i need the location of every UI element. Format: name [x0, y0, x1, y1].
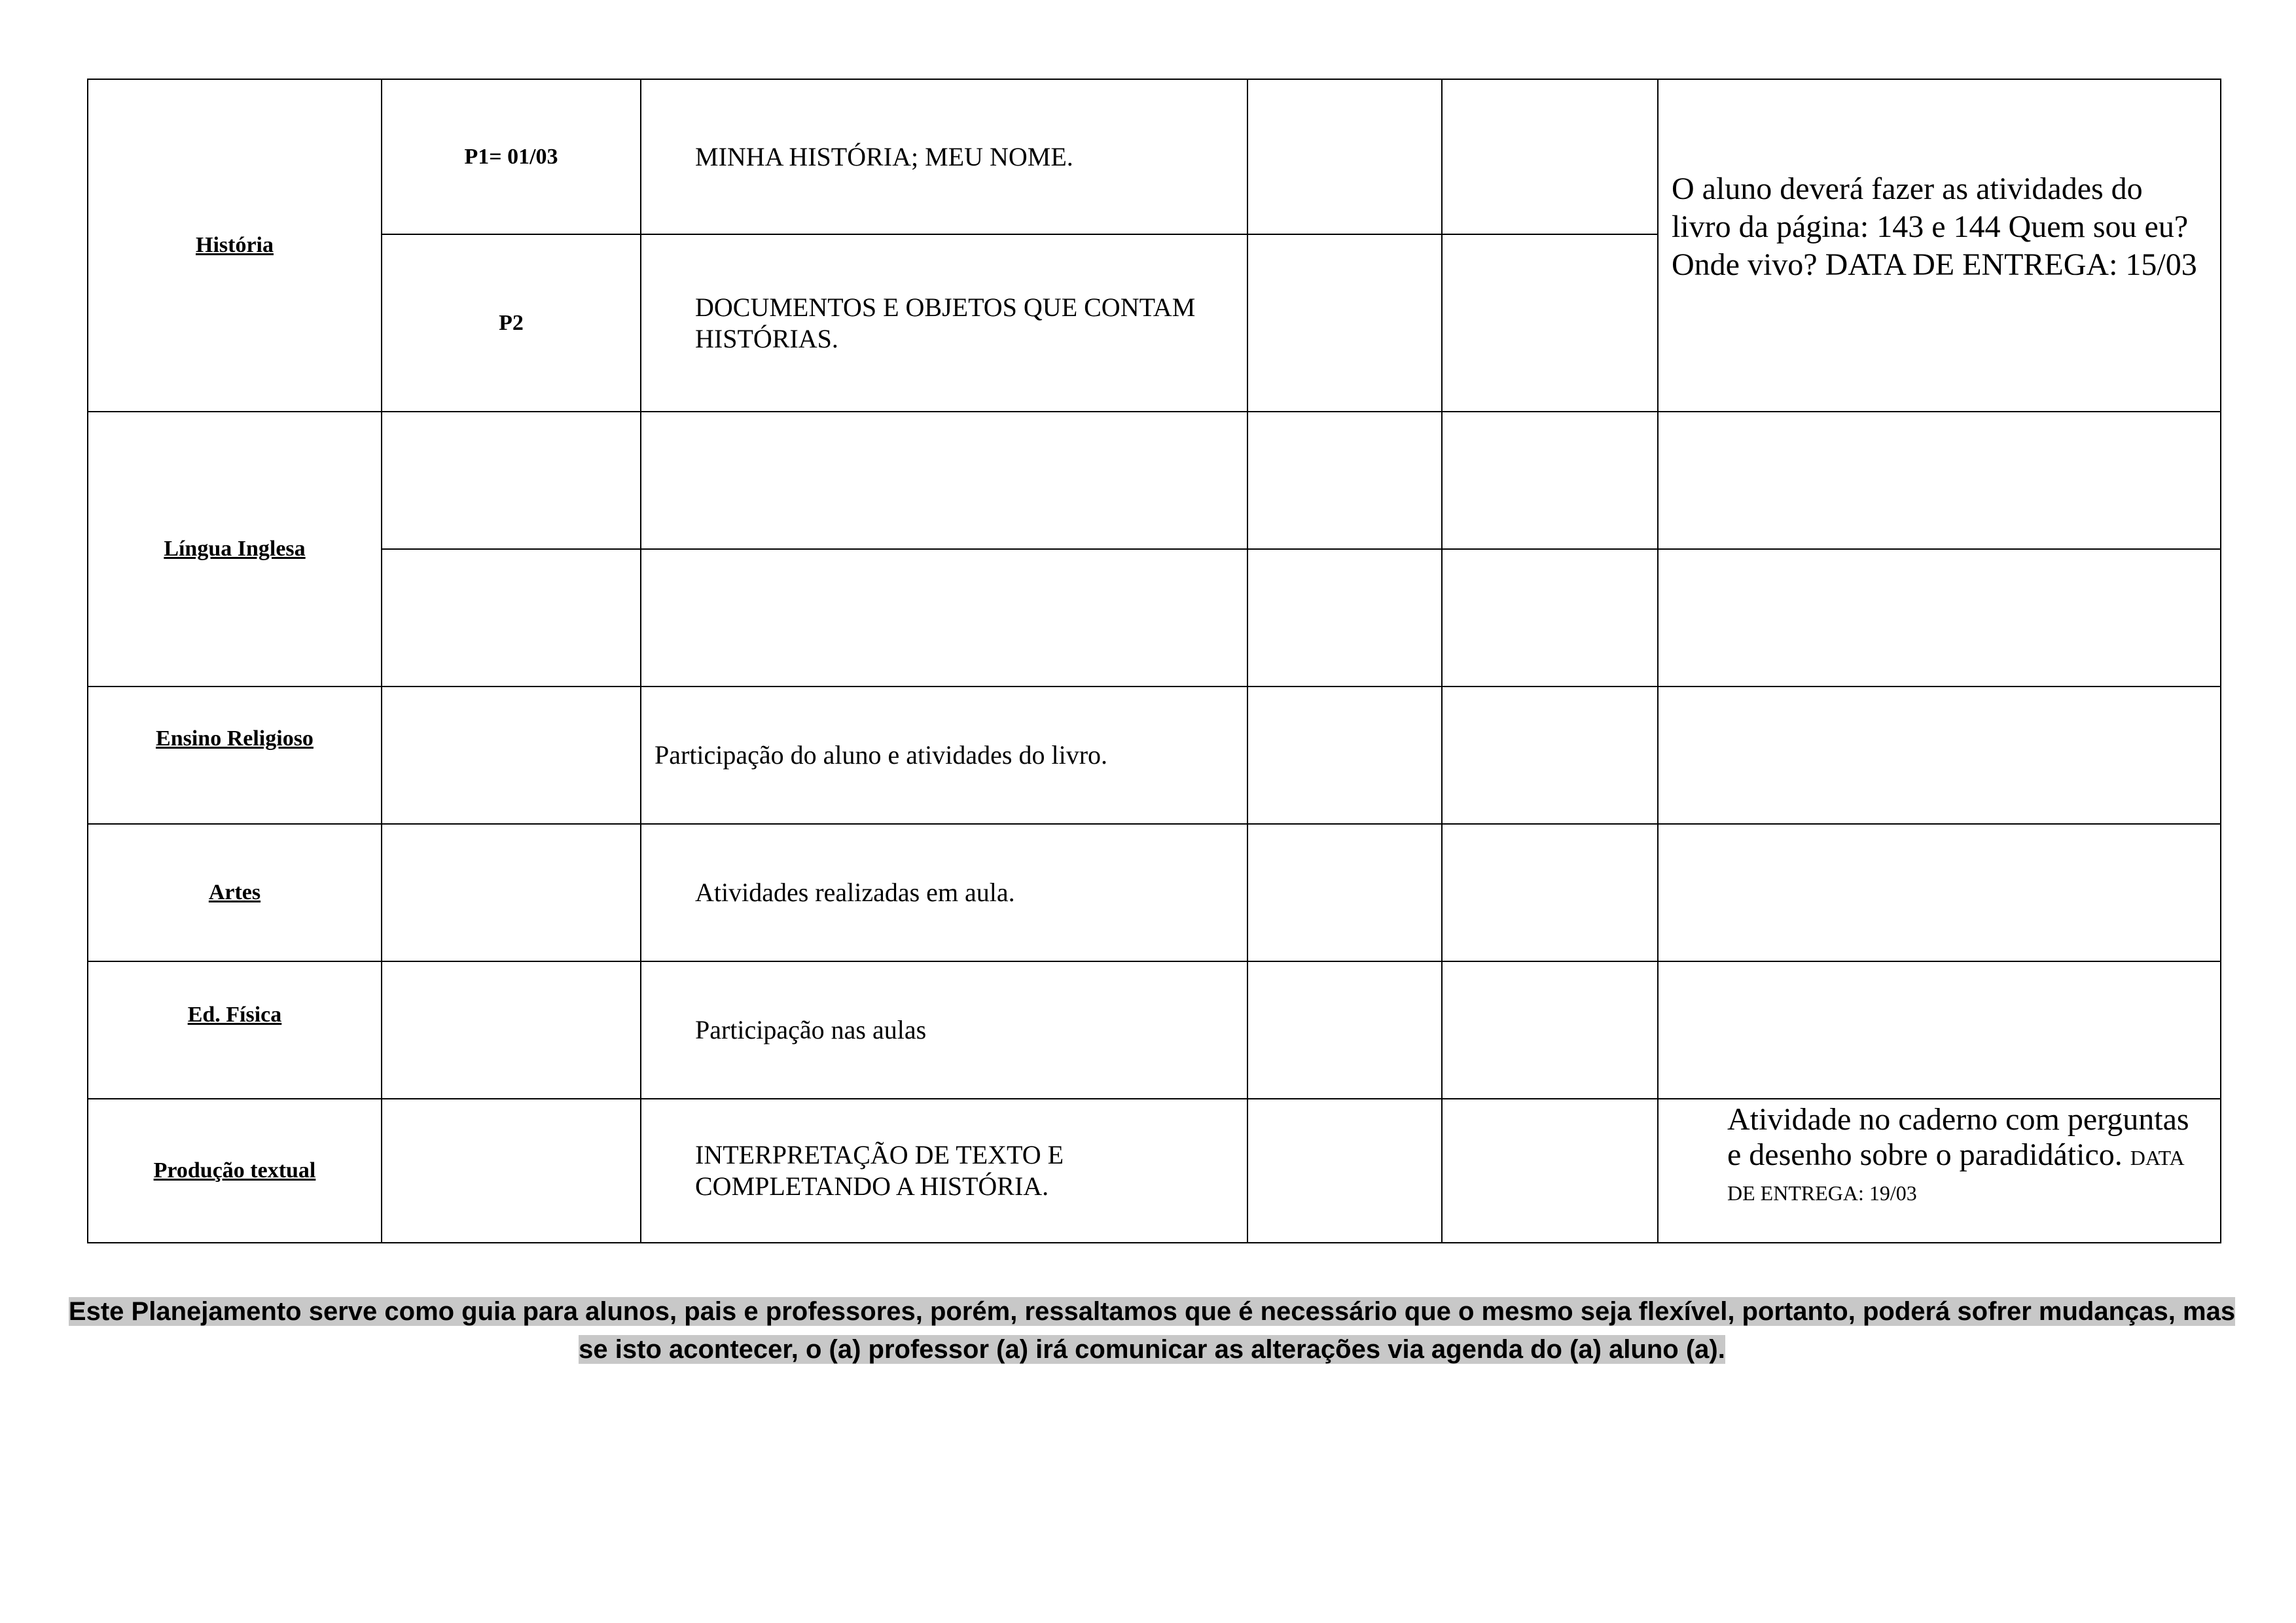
artes-content: Atividades realizadas em aula. [641, 824, 1247, 961]
empty-cell [1442, 824, 1658, 961]
empty-cell [1658, 824, 2221, 961]
empty-cell [1442, 961, 1658, 1099]
empty-cell [1442, 234, 1658, 412]
empty-cell [1442, 549, 1658, 687]
empty-cell [1442, 1099, 1658, 1243]
observation-producao-textual [1658, 1099, 2221, 1243]
table-row-lingua-inglesa-1 [88, 412, 2221, 549]
footer-note [65, 1293, 2238, 1368]
empty-cell [1658, 687, 2221, 824]
empty-cell [382, 1099, 641, 1243]
empty-cell [641, 412, 1247, 549]
empty-cell [1247, 1099, 1442, 1243]
empty-cell [1247, 687, 1442, 824]
producao-textual-content: INTERPRETAÇÃO DE TEXTO E COMPLETANDO A HISTÓRIA. [641, 1099, 1247, 1243]
ensino-religioso-content: Participação do aluno e atividades do livro. [641, 687, 1247, 824]
empty-cell [1247, 79, 1442, 234]
empty-cell [1247, 549, 1442, 687]
observation-producao-text: Atividade no caderno com perguntas e desenho sobre o paradidático. [1727, 1102, 2189, 1172]
p2-content: DOCUMENTOS E OBJETOS QUE CONTAM HISTÓRIAS. [641, 234, 1247, 412]
empty-cell [1658, 412, 2221, 549]
empty-cell [1442, 79, 1658, 234]
empty-cell [382, 687, 641, 824]
footer-note-line1: Este Planejamento serve como guia para alunos, pais e professores, porém, ressaltamos que é necessário que o mesmo seja flexível, portanto, poderá sofrer mudanças, mas [68, 1297, 2236, 1326]
empty-cell [641, 549, 1247, 687]
p1-content: MINHA HISTÓRIA; MEU NOME. [641, 79, 1247, 234]
empty-cell [382, 824, 641, 961]
subject-lingua-inglesa: Língua Inglesa [88, 412, 382, 687]
table-row-historia-p1 [88, 79, 2221, 234]
subject-artes: Artes [88, 824, 382, 961]
delivery-date-producao: DATA DE ENTREGA: 19/03 [1727, 1146, 2183, 1205]
empty-cell [1442, 687, 1658, 824]
subject-historia: História [88, 79, 382, 412]
table-row-lingua-inglesa-2 [88, 549, 2221, 687]
empty-cell [382, 549, 641, 687]
empty-cell [382, 412, 641, 549]
observation-historia: O aluno deverá fazer as atividades do livro da página: 143 e 144 Quem sou eu? Onde vivo? DATA DE ENTREGA: 15/03 [1658, 79, 2221, 412]
table-row-ed-fisica [88, 961, 2221, 1099]
empty-cell [1658, 549, 2221, 687]
planning-table [87, 79, 2221, 1243]
empty-cell [1247, 412, 1442, 549]
subject-ensino-religioso: Ensino Religioso [88, 687, 382, 824]
empty-cell [1658, 961, 2221, 1099]
table-row-producao-textual [88, 1099, 2221, 1243]
p1-label: P1= 01/03 [382, 79, 641, 234]
subject-producao-textual: Produção textual [88, 1099, 382, 1243]
subject-ed-fisica: Ed. Física [88, 961, 382, 1099]
empty-cell [1247, 961, 1442, 1099]
empty-cell [1247, 234, 1442, 412]
empty-cell [1442, 412, 1658, 549]
p2-label: P2 [382, 234, 641, 412]
empty-cell [1247, 824, 1442, 961]
empty-cell [382, 961, 641, 1099]
ed-fisica-content: Participação nas aulas [641, 961, 1247, 1099]
footer-note-line2: se isto acontecer, o (a) professor (a) irá comunicar as alterações via agenda do (a) aluno (a). [579, 1335, 1725, 1364]
table-row-ensino-religioso [88, 687, 2221, 824]
table-row-artes [88, 824, 2221, 961]
